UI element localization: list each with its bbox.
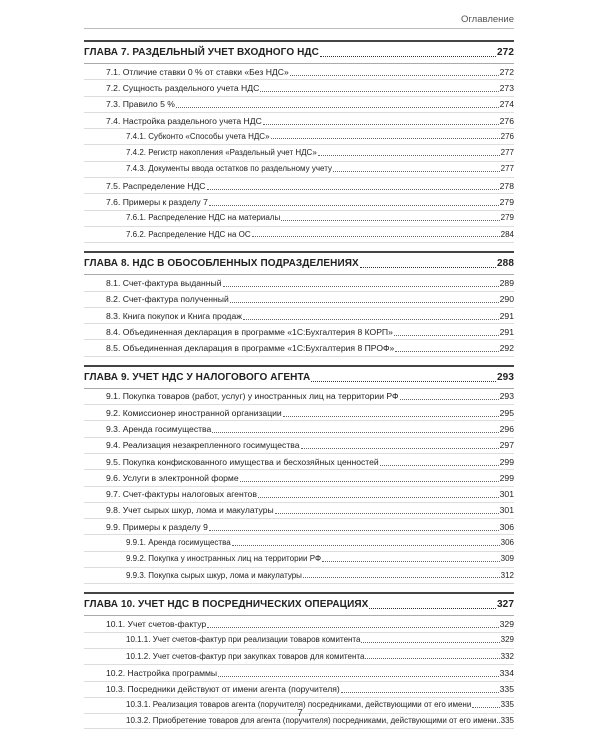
toc-entry-section[interactable] (84, 503, 514, 519)
toc-entry-title: 9.9.3. Покупка сырых шкур, лома и макулатуры (126, 570, 302, 580)
toc-entry-chapter[interactable] (84, 371, 514, 385)
toc-entry-section[interactable] (84, 454, 514, 470)
toc-entry-chapter[interactable] (84, 598, 514, 612)
toc-entry-title: 7.4.1. Субконто «Способы учета НДС» (126, 131, 270, 141)
toc-entry-title: 9.8. Учет сырых шкур, лома и макулатуры (106, 505, 274, 516)
toc-entry-page: 335 (500, 716, 514, 726)
toc-entry-section[interactable] (84, 487, 514, 503)
toc-entry-section[interactable] (84, 292, 514, 308)
dot-leader (260, 90, 498, 92)
toc-entry-page: 284 (500, 229, 514, 239)
dot-leader (271, 137, 500, 139)
toc-entry-subsection[interactable] (84, 568, 514, 584)
toc-entry-title: 10.3.2. Приобретение товаров для агента (поручителя) посредниками, действующими от его имени (126, 716, 497, 726)
toc-entry-page: 293 (497, 371, 514, 383)
toc-entry-section[interactable] (84, 616, 514, 632)
toc-entry-page: 296 (499, 423, 514, 434)
chapter-gap (84, 243, 514, 251)
chapter-gap (84, 357, 514, 365)
toc-entry-page: 272 (497, 47, 514, 58)
toc-entry-title: ГЛАВА 10. УЧЕТ НДС В ПОСРЕДНИЧЕСКИХ ОПЕРАЦИЯХ (84, 599, 369, 611)
toc-entry-section[interactable] (84, 519, 514, 535)
dot-leader (209, 529, 499, 531)
toc-entry-title: 9.9.1. Аренда госимущества (126, 538, 231, 548)
toc-entry-page: 277 (500, 164, 514, 174)
toc-entry-title: 9.1. Покупка товаров (работ, услуг) у иностранных лиц на территории РФ (106, 391, 399, 402)
toc-entry-page: 334 (499, 667, 514, 678)
toc-entry-title: ГЛАВА 8. НДС В ОБОСОБЛЕННЫХ ПОДРАЗДЕЛЕНИЯХ (84, 258, 359, 270)
dot-leader (365, 657, 499, 659)
toc-entry-title: 7.4.3. Документы ввода остатков по раздельному учету (126, 164, 332, 174)
dot-leader (400, 398, 499, 400)
dot-leader (341, 691, 499, 693)
dot-leader (369, 607, 496, 609)
toc-entry-title: 9.6. Услуги в электронной форме (106, 472, 239, 483)
toc-entry-title: 9.4. Реализация незакрепленного госимущества (106, 440, 300, 451)
toc-entry-section[interactable] (84, 421, 514, 437)
toc-entry-page: 306 (499, 521, 514, 532)
toc-entry-title: 9.9. Примеры к разделу 9 (106, 521, 208, 532)
dot-leader (380, 464, 499, 466)
toc-entry-page: 276 (500, 131, 514, 141)
dot-leader (301, 447, 499, 449)
chapter-gap (84, 584, 514, 592)
toc-entry-title: ГЛАВА 9. УЧЕТ НДС У НАЛОГОВОГО АГЕНТА (84, 371, 311, 383)
toc-entry-title: 9.5. Покупка конфискованного имущества и бесхозяйных ценностей (106, 456, 379, 467)
toc-entry-section[interactable] (84, 324, 514, 340)
toc-entry-page: 327 (497, 599, 514, 611)
dot-leader (240, 480, 499, 482)
toc-entry-page: 309 (500, 554, 514, 564)
chapter-heading (84, 365, 514, 389)
toc-entry-subsection[interactable] (84, 129, 514, 145)
dot-leader (303, 576, 500, 578)
toc-entry-title: 9.3. Аренда госимущества (106, 423, 212, 434)
toc-entry-page: 278 (499, 180, 514, 191)
toc-entry-section[interactable] (84, 405, 514, 421)
toc-entry-page: 312 (500, 570, 514, 580)
dot-leader (230, 301, 499, 303)
toc-entry-title: 10.1.1. Учет счетов-фактур при реализации товаров комитента (126, 635, 361, 645)
toc-entry-page: 299 (499, 456, 514, 467)
toc-entry-subsection[interactable] (84, 211, 514, 227)
chapter-heading (84, 592, 514, 616)
toc-entry-section[interactable] (84, 80, 514, 96)
toc-entry-title: 7.5. Распределение НДС (106, 180, 206, 191)
toc-entry-section[interactable] (84, 64, 514, 80)
toc-entry-page: 299 (499, 472, 514, 483)
toc-entry-title: 7.6.2. Распределение НДС на ОС (126, 229, 251, 239)
toc-entry-page: 290 (499, 294, 514, 305)
toc-entry-page: 279 (499, 197, 514, 208)
chapter-heading (84, 251, 514, 275)
toc-entry-page: 301 (499, 505, 514, 516)
toc-entry-page: 277 (500, 148, 514, 158)
toc-entry-page: 335 (500, 700, 514, 710)
toc-entry-page: 297 (499, 440, 514, 451)
dot-leader (263, 123, 499, 125)
toc-entry-page: 288 (497, 258, 514, 270)
toc-entry-section[interactable] (84, 682, 514, 698)
toc-entry-title: 10.3.1. Реализация товаров агента (поручителя) посредниками, действующими от его имени (126, 700, 472, 710)
toc-entry-section[interactable] (84, 389, 514, 405)
toc-entry-page: 279 (500, 213, 514, 223)
dot-leader (360, 266, 496, 268)
header-title: Оглавление (461, 14, 514, 25)
toc-entry-title: 8.2. Счет-фактура полученный (106, 294, 229, 305)
toc-entry-subsection[interactable] (84, 227, 514, 243)
toc-entry-title: 9.2. Комиссионер иностранной организации (106, 407, 282, 418)
table-of-contents (84, 40, 514, 729)
dot-leader (311, 380, 496, 382)
dot-leader (318, 154, 500, 156)
dot-leader (243, 318, 499, 320)
toc-entry-page: 295 (499, 407, 514, 418)
toc-entry-title: 9.9.2. Покупка у иностранных лиц на территории РФ (126, 554, 322, 564)
toc-entry-subsection[interactable] (84, 535, 514, 551)
toc-entry-page: 273 (499, 82, 514, 93)
toc-entry-page: 291 (499, 310, 514, 321)
toc-entry-page: 329 (499, 618, 514, 629)
dot-leader (283, 415, 499, 417)
toc-entry-title: 7.2. Сущность раздельного учета НДС (106, 82, 260, 93)
toc-entry-page: 276 (499, 115, 514, 126)
toc-entry-title: 8.3. Книга покупок и Книга продаж (106, 310, 242, 321)
toc-entry-subsection[interactable] (84, 145, 514, 161)
toc-entry-section[interactable] (84, 275, 514, 291)
toc-entry-page: 292 (499, 343, 514, 354)
toc-entry-page: 306 (500, 538, 514, 548)
toc-entry-section[interactable] (84, 470, 514, 486)
toc-entry-title: 8.5. Объединенная декларация в программе «1С:Бухгалтерия 8 ПРОФ» (106, 343, 395, 354)
toc-entry-title: 8.4. Объединенная декларация в программе «1С:Бухгалтерия 8 КОРП» (106, 326, 393, 337)
dot-leader (212, 431, 498, 433)
toc-entry-page: 274 (499, 99, 514, 110)
dot-leader (320, 55, 496, 57)
toc-entry-chapter[interactable] (84, 46, 514, 60)
dot-leader (218, 675, 499, 677)
toc-entry-title: 9.7. Счет-фактуры налоговых агентов (106, 489, 257, 500)
chapter-heading (84, 40, 514, 64)
toc-entry-section[interactable] (84, 665, 514, 681)
toc-entry-title: 7.3. Правило 5 % (106, 99, 175, 110)
toc-entry-title: 7.6.1. Распределение НДС на материалы (126, 213, 281, 223)
toc-entry-section[interactable] (84, 113, 514, 129)
dot-leader (176, 106, 499, 108)
toc-entry-subsection[interactable] (84, 162, 514, 178)
dot-leader (207, 188, 499, 190)
dot-leader (281, 219, 499, 221)
dot-leader (290, 74, 499, 76)
toc-entry-page: 301 (499, 489, 514, 500)
toc-entry-page: 272 (499, 66, 514, 77)
toc-entry-section[interactable] (84, 194, 514, 210)
toc-entry-title: 7.1. Отличие ставки 0 % от ставки «Без НДС» (106, 66, 289, 77)
toc-entry-section[interactable] (84, 438, 514, 454)
toc-entry-title: 8.1. Счет-фактура выданный (106, 277, 222, 288)
dot-leader (232, 544, 500, 546)
toc-entry-title: 7.4. Настройка раздельного учета НДС (106, 115, 262, 126)
toc-entry-title: 10.3. Посредники действуют от имени агента (поручителя) (106, 684, 340, 695)
toc-entry-section[interactable] (84, 97, 514, 113)
toc-entry-section[interactable] (84, 308, 514, 324)
dot-leader (497, 721, 499, 723)
toc-entry-section[interactable] (84, 178, 514, 194)
dot-leader (209, 204, 499, 206)
toc-entry-title: ГЛАВА 7. РАЗДЕЛЬНЫЙ УЧЕТ ВХОДНОГО НДС (84, 47, 319, 58)
toc-entry-page: 289 (499, 277, 514, 288)
toc-entry-subsection[interactable] (84, 649, 514, 665)
toc-entry-title: 10.1.2. Учет счетов-фактур при закупках товаров для комитента (126, 651, 365, 661)
page-number: 7 (297, 708, 303, 719)
toc-entry-page: 291 (499, 326, 514, 337)
dot-leader (207, 626, 498, 628)
dot-leader (361, 641, 499, 643)
toc-entry-subsection[interactable] (84, 552, 514, 568)
toc-entry-chapter[interactable] (84, 257, 514, 271)
toc-entry-title: 10.2. Настройка программы (106, 667, 218, 678)
dot-leader (333, 170, 500, 172)
dot-leader (223, 285, 499, 287)
dot-leader (394, 334, 499, 336)
toc-entry-subsection[interactable] (84, 633, 514, 649)
running-header (84, 14, 514, 29)
toc-entry-page: 329 (500, 635, 514, 645)
toc-entry-page: 293 (499, 391, 514, 402)
dot-leader (258, 496, 499, 498)
toc-entry-title: 7.6. Примеры к разделу 7 (106, 197, 208, 208)
toc-entry-section[interactable] (84, 340, 514, 356)
dot-leader (252, 235, 500, 237)
toc-entry-page: 332 (500, 651, 514, 661)
toc-entry-title: 7.4.2. Регистр накопления «Раздельный учет НДС» (126, 148, 317, 158)
dot-leader (322, 560, 500, 562)
dot-leader (395, 350, 498, 352)
toc-entry-title: 10.1. Учет счетов-фактур (106, 618, 207, 629)
toc-entry-page: 335 (499, 684, 514, 695)
dot-leader (275, 512, 499, 514)
